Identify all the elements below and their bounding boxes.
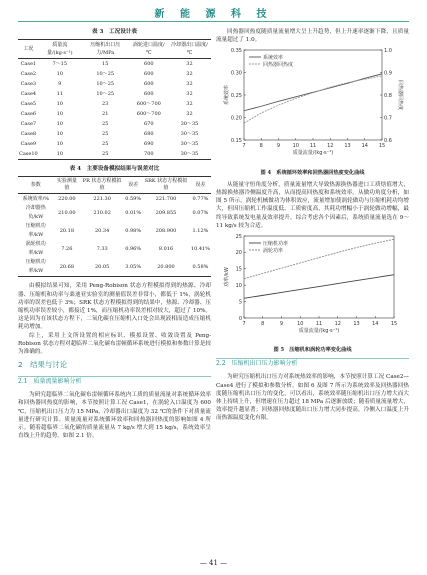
table-cell: 0.77% bbox=[192, 195, 209, 202]
table-cell: 20.800 bbox=[142, 258, 190, 277]
table-cell: 0.96% bbox=[125, 245, 142, 252]
x-tick-label: 10 bbox=[292, 143, 299, 150]
table-cell: 0.59% bbox=[125, 195, 142, 202]
page-number: — 41 — bbox=[199, 559, 228, 567]
table-cell: 0.07% bbox=[192, 209, 209, 216]
y-tick-label: 5 bbox=[238, 299, 242, 306]
table-cell: 7～15 bbox=[52, 60, 68, 67]
table-cell: 压缩机功率/kW bbox=[25, 223, 46, 239]
table-cell: 680 bbox=[144, 130, 154, 137]
x-tick-label: 11 bbox=[315, 321, 323, 328]
legend-label: 系统效率 bbox=[263, 55, 284, 62]
x-tick-label: 12 bbox=[334, 321, 341, 328]
x-tick-label: 7 bbox=[242, 143, 246, 150]
legend-label: 涡轮功率 bbox=[263, 247, 284, 254]
table-cell: 208.900 bbox=[155, 227, 177, 234]
table-cell: 10 bbox=[56, 140, 63, 147]
table-cell: 20.34 bbox=[94, 227, 110, 234]
journal-title: 新 能 源 科 技 bbox=[154, 9, 273, 20]
table-cell: Case8 bbox=[20, 130, 37, 137]
x-tick-label: 7 bbox=[242, 321, 246, 328]
table-cell: 10～25 bbox=[96, 70, 115, 77]
header-rule bbox=[18, 21, 409, 22]
table-cell: 3.05% bbox=[124, 258, 142, 277]
x-tick-label: 10 bbox=[297, 321, 304, 328]
table4-header-cell: 误差 bbox=[190, 177, 211, 194]
table-cell: 10 bbox=[56, 130, 63, 137]
y-axis-label: 功率/kW bbox=[224, 267, 230, 287]
y-tick-label: 10 bbox=[235, 283, 242, 290]
body-paragraph: 为研究压缩机出口压力对系统热效率的影响，本节按照计算工况 Case2—Case4 进行了模拟和参数分析。如图 6 及图 7 所示为系统效率及回热器回热度随压缩机出口压力的变化，可以看出，系统效率随压缩机出口压力增大而大体上持续上升，但增速在压力超过 18 MPa 后逐渐放缓；随着质量流量增大，效率提升越显著；回热器回热度随出口压力增大同步提高，冷侧入口温度上升而热源温度变化有限。 bbox=[216, 374, 409, 422]
table4-header-cell: 参数 bbox=[18, 177, 54, 194]
table4 bbox=[18, 176, 211, 277]
x-tick-label: 9 bbox=[279, 321, 284, 328]
y2-axis-label: 回热器回热度 bbox=[397, 80, 403, 111]
figure5-chart bbox=[216, 230, 409, 340]
body-paragraph: 为研究超临界二氧化碳布雷顿循环系统内工质的质量流量对系统循环效率和回热器回热度的影响，本节按照计算工况 Case1，在涡轮入口温度为 600 ℃，压缩机出口压力为 15 MPa，冷却器出口温度为 32 ℃的条件下对质量流量进行研究计算。质量流量对系统循环效率和回热器回热度的影响如图 4 所示。随着超临界二氧化碳的质量流量从 7 kg/s 增大到 15 kg/s，系统效率呈直线上升的趋势，如图 2.1 倍。 bbox=[18, 392, 211, 440]
table-cell: 32 bbox=[186, 70, 193, 77]
table-cell: 30～35 bbox=[180, 130, 199, 137]
y-tick-label: 0.30 bbox=[230, 70, 242, 77]
table-cell: 210.02 bbox=[93, 209, 111, 216]
x-tick-label: 15 bbox=[390, 321, 398, 328]
table-cell: 25 bbox=[81, 149, 130, 160]
table-cell: 7.33 bbox=[96, 245, 108, 252]
table4-header-cell: 实验测量值 bbox=[54, 177, 81, 194]
table-cell: 32 bbox=[186, 60, 193, 67]
table4-row bbox=[18, 204, 211, 222]
body-paragraph: 综上，采用上文所设置的相应标识、模拟设置、收敛设置及 Peng-Robison 状态方程对超临界二氧化碳布雷顿循环系统进行模拟和参数计算是较为准确的。 bbox=[18, 332, 211, 356]
table-cell: 25 bbox=[102, 130, 109, 137]
table3-caption: 表 3 工况设计表 bbox=[92, 29, 137, 35]
table-cell: 30～35 bbox=[180, 120, 199, 127]
table4-row bbox=[18, 258, 211, 277]
series-line-1 bbox=[244, 275, 394, 299]
table-cell: Case1 bbox=[20, 60, 37, 67]
table-cell: 8.016 bbox=[158, 245, 174, 252]
table-cell: 7.26 bbox=[61, 245, 73, 252]
table-cell: 221.30 bbox=[93, 195, 111, 202]
body-paragraph: 回热器回热度随质量流量增大呈上升趋势，但上升速率逐渐下降，且质量流量超过了 1.0。 bbox=[216, 29, 409, 44]
body-paragraph: 从能量守恒角度分析，质量流量增大导致热源换热器进口工质焓值增大，热源换热器冷侧温度升高，从而提高回热度和系统效率。从做功角度分析，如图 5 所示，涡轮机械做功为体积效应，流量增加使涡轮做功与压缩机耗功均增大，但因压缩机工作温度低、工质密度高，其耗功增幅小于涡轮做功增幅，最终导致系统发电量及效率提升。综合考虑各个因素后，系统质量流量选在 9～11 kg/s 较为合适。 bbox=[216, 181, 409, 229]
table4-row bbox=[18, 222, 211, 240]
table-cell: 32 bbox=[186, 80, 193, 87]
table3-header-cell: 质量流量/(kg·s⁻¹) bbox=[39, 40, 81, 59]
table3-row bbox=[18, 99, 211, 109]
table-cell: 209.855 bbox=[155, 209, 177, 216]
table-cell: 210.00 bbox=[58, 209, 76, 216]
figure4-caption: 图 4 系统循环效率和回热器回热度变化曲线 bbox=[260, 169, 365, 176]
table3-row bbox=[18, 59, 211, 70]
table-cell: 10 bbox=[56, 120, 63, 127]
x-tick-label: 13 bbox=[353, 321, 360, 328]
page-header bbox=[0, 0, 427, 24]
y-tick-label: 0.20 bbox=[230, 115, 242, 122]
y-tick-label: 0.25 bbox=[230, 93, 242, 100]
table-cell: 系统效率/% bbox=[22, 195, 50, 202]
table3-row bbox=[18, 89, 211, 99]
table-cell: 221.700 bbox=[155, 195, 177, 202]
body-paragraph: 由模拟结果可知，采用 Peng-Robison 状态方程模拟得到的热源、冷却器、压缩机和功率与桑迪亚实验室的测量值误差非常小，都低于 1%，涡轮机功率的误差也低于 3%；SRK 状态方程模拟得到的结果中，热源、冷却器、压缩机功率误差较小，都接近 1%，而压缩机功率误差相对较大，超过了 10%。这是因为在该状态方程下，二氧化碳在压缩机入口处会出现液相而造成压缩机耗功增加。 bbox=[18, 283, 211, 331]
x-tick-label: 13 bbox=[344, 143, 351, 150]
table-cell: 20.68 bbox=[54, 258, 81, 277]
y-tick-label: 20 bbox=[235, 250, 242, 257]
legend-label: 回热器回热度 bbox=[263, 62, 294, 69]
table-cell: 20.18 bbox=[59, 227, 75, 234]
x-tick-label: 8 bbox=[261, 321, 265, 328]
table3-header-cell: 工况 bbox=[18, 40, 39, 59]
table4-header-row bbox=[18, 177, 211, 194]
table-cell: 11 bbox=[56, 90, 63, 97]
table-cell: 0.58% bbox=[190, 258, 211, 277]
table-cell: 压缩机功率/kW bbox=[18, 258, 54, 277]
table-cell: 700 bbox=[130, 149, 168, 160]
y-tick-label: 0 bbox=[238, 315, 242, 322]
table3-body bbox=[18, 59, 211, 160]
table-cell: 10 bbox=[39, 149, 81, 160]
table-cell: 690 bbox=[144, 140, 154, 147]
table3-row bbox=[18, 149, 211, 160]
section-heading: 2 结果与讨论 bbox=[18, 360, 68, 370]
table3 bbox=[18, 39, 211, 160]
table-cell: 0.98% bbox=[125, 227, 142, 234]
x-axis-label: 质量流量/(kg·s⁻¹) bbox=[298, 328, 340, 335]
table-cell: 冷却器热负/kW bbox=[25, 205, 46, 221]
table-cell: 15 bbox=[102, 60, 109, 67]
y-tick-label: 0.35 bbox=[230, 48, 242, 55]
table4-caption: 表 4 主要设备模拟结果与误差对比 bbox=[69, 166, 160, 173]
table4-row bbox=[18, 194, 211, 205]
table-cell: 0.01% bbox=[125, 209, 142, 216]
table-cell: 20.05 bbox=[80, 258, 124, 277]
table-cell: 涡轮机功率/kW bbox=[25, 241, 46, 257]
x-tick-label: 14 bbox=[361, 143, 368, 150]
table-cell: 21 bbox=[102, 110, 109, 117]
right-column bbox=[216, 28, 409, 423]
table-cell: 1.12% bbox=[192, 227, 209, 234]
table3-row bbox=[18, 139, 211, 149]
table-cell: 10 bbox=[56, 100, 63, 107]
table-cell: 32 bbox=[186, 90, 193, 97]
table-cell: 10～25 bbox=[96, 90, 115, 97]
table3-row bbox=[18, 79, 211, 89]
table-cell: 10～25 bbox=[96, 80, 115, 87]
table3-row bbox=[18, 129, 211, 139]
table-cell: Case5 bbox=[20, 100, 37, 107]
table3-header-row bbox=[18, 40, 211, 59]
table3-header-cell: 冷却器出口温度/℃ bbox=[168, 40, 211, 59]
subsection-heading: 2.2 压缩机出口压力影响分析 bbox=[216, 358, 409, 370]
subsection-heading: 2.1 质量流量影响分析 bbox=[18, 376, 211, 388]
x-tick-label: 15 bbox=[378, 143, 386, 150]
table4-body bbox=[18, 194, 211, 277]
table-cell: 30～35 bbox=[168, 149, 211, 160]
table-cell: Case10 bbox=[18, 149, 39, 160]
table-cell: 23 bbox=[102, 100, 109, 107]
table-cell: Case6 bbox=[20, 110, 37, 117]
table3-header-cell: 涡轮进口温度/℃ bbox=[130, 40, 168, 59]
table-cell: Case3 bbox=[20, 80, 37, 87]
x-tick-label: 9 bbox=[276, 143, 281, 150]
table-cell: 32 bbox=[186, 110, 193, 117]
table-cell: 600 bbox=[144, 80, 154, 87]
y2-tick-label: 0.7 bbox=[384, 115, 392, 122]
table-cell: Case4 bbox=[20, 90, 37, 97]
table-cell: Case9 bbox=[20, 140, 37, 147]
table-cell: 220.00 bbox=[58, 195, 76, 202]
table4-header-cell: PR 状态方程模拟值 bbox=[80, 177, 124, 194]
figure5-caption: 图 5 压缩机和涡轮功率变化曲线 bbox=[273, 347, 352, 354]
y2-tick-label: 1.0 bbox=[384, 48, 392, 55]
table4-row bbox=[18, 240, 211, 258]
x-tick-label: 14 bbox=[372, 321, 379, 328]
x-tick-label: 8 bbox=[259, 143, 263, 150]
table-cell: 600 bbox=[144, 70, 154, 77]
table-cell: 600 bbox=[144, 60, 154, 67]
table3-row bbox=[18, 69, 211, 79]
table-cell: Case7 bbox=[20, 120, 37, 127]
table3-row bbox=[18, 109, 211, 119]
left-column bbox=[18, 28, 211, 440]
table-cell: 32 bbox=[186, 100, 193, 107]
table-cell: 25 bbox=[102, 120, 109, 127]
y2-tick-label: 0.8 bbox=[384, 93, 392, 100]
x-axis-label: 质量流量/(kg·s⁻¹) bbox=[292, 150, 334, 157]
table-cell: 10.41% bbox=[190, 245, 210, 252]
table-cell: 10 bbox=[56, 110, 63, 117]
x-tick-label: 12 bbox=[327, 143, 334, 150]
legend-label: 压缩机功率 bbox=[263, 240, 289, 247]
y2-tick-label: 0.9 bbox=[384, 70, 392, 77]
table-cell: 670 bbox=[144, 120, 154, 127]
y-tick-label: 25 bbox=[235, 233, 242, 240]
table3-header-cell: 压缩机出口压力/MPa bbox=[81, 40, 130, 59]
x-tick-label: 11 bbox=[309, 143, 317, 150]
table-cell: 600～700 bbox=[136, 100, 161, 107]
y-tick-label: 0.15 bbox=[230, 138, 242, 145]
figure4-chart bbox=[216, 44, 409, 162]
series-line-2 bbox=[244, 76, 382, 123]
table4-header-cell: SRK 状态方程模拟值 bbox=[142, 177, 190, 194]
table-cell: 600～700 bbox=[136, 110, 161, 117]
table3-row bbox=[18, 119, 211, 129]
y-axis-label: 系统效率 bbox=[224, 85, 230, 106]
table-cell: Case2 bbox=[20, 70, 37, 77]
y2-tick-label: 0.6 bbox=[384, 138, 392, 145]
table-cell: 25 bbox=[102, 140, 109, 147]
table4-header-cell: 误差 bbox=[124, 177, 142, 194]
table-cell: 600 bbox=[144, 90, 154, 97]
y-tick-label: 15 bbox=[235, 266, 242, 273]
table-cell: 30～35 bbox=[180, 140, 199, 147]
table-cell: 10 bbox=[56, 70, 63, 77]
table-cell: 9 bbox=[58, 80, 62, 87]
